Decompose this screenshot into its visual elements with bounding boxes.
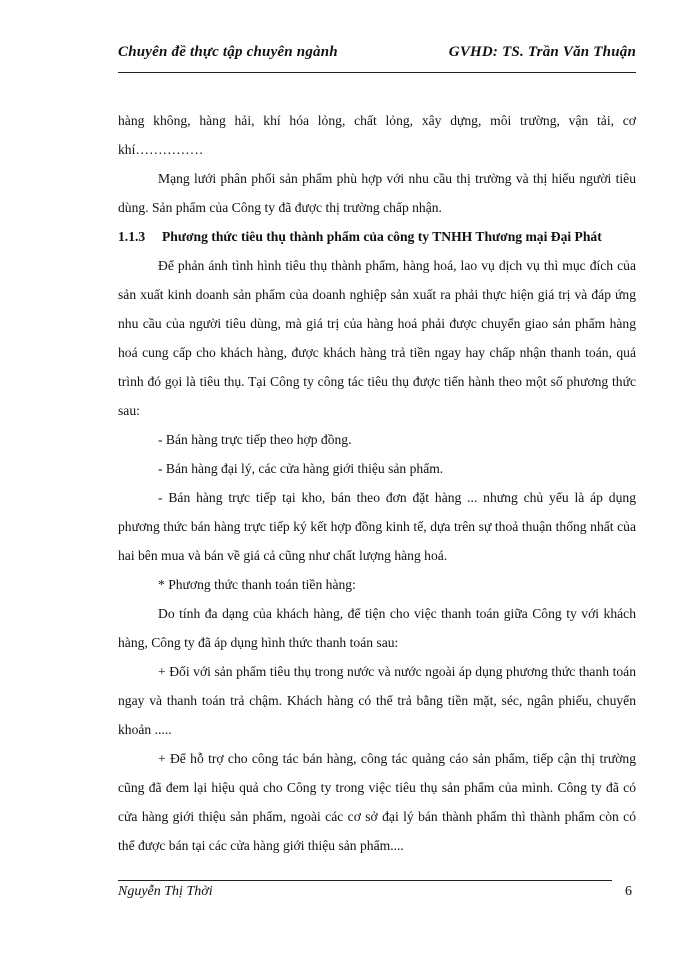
footer-author: Nguyễn Thị Thời [118, 884, 213, 899]
paragraph-7: + Để hỗ trợ cho công tác bán hàng, công tác quảng cáo sản phẩm, tiếp cận thị trường cũng đã đem lại hiệu quả cho Công ty trong việc tiêu thụ sản phẩm của mình. Công ty đã có cửa hàng giới thiệu sản phẩm, ngoài các cơ sở đại lý bán thành phẩm thì thành phẩm còn có thể được bán tại các cửa hàng giới thiệu sản phẩm.... [118, 751, 636, 853]
header-rule [118, 72, 636, 73]
page-header [118, 38, 636, 72]
footer-rule [118, 880, 612, 881]
page-number: 6 [625, 884, 632, 899]
bullet-item-3: - Bán hàng trực tiếp tại kho, bán theo đơn đặt hàng ... nhưng chủ yếu là áp dụng phương thức bán hàng trực tiếp ký kết hợp đồng kinh tế, dựa trên sự thoả thuận thống nhất của hai bên mua và bán về giá cả cũng như chất lượng hàng hoá. [118, 490, 636, 563]
section-heading [118, 222, 636, 251]
bullet-item-2: - Bán hàng đại lý, các cửa hàng giới thiệu sản phẩm. [158, 461, 444, 476]
section-number: 1.1.3 [118, 229, 146, 244]
section-title: Phương thức tiêu thụ thành phẩm của công ty TNHH Thương mại Đại Phát [162, 229, 602, 244]
paragraph-6: + Đối với sản phẩm tiêu thụ trong nước và nước ngoài áp dụng phương thức thanh toán ngay và thanh toán trả chậm. Khách hàng có thể trả bằng tiền mặt, séc, ngân phiếu, chuyển khoản ..... [118, 664, 636, 737]
paragraph-3: Để phản ánh tình hình tiêu thụ thành phẩm, hàng hoá, lao vụ dịch vụ thì mục đích của sản xuất kinh doanh sản phẩm của doanh nghiệp sản xuất ra phải thực hiện giá trị và đáp ứng nhu cầu của người tiêu dùng, mà giá trị của hàng hoá phải được chuyển giao sản phẩm hàng hoá cung cấp cho khách hàng, được khách hàng trả tiền ngay hay chấp nhận thanh toán, quá trình đó gọi là tiêu thụ. Tại Công ty công tác tiêu thụ được tiến hành theo một số phương thức sau: [118, 258, 636, 418]
bullet-item-1: - Bán hàng trực tiếp theo hợp đồng. [158, 432, 352, 447]
paragraph-4: * Phương thức thanh toán tiền hàng: [158, 577, 356, 592]
paragraph-2: Mạng lưới phân phối sản phẩm phù hợp với nhu cầu thị trường và thị hiếu người tiêu dùng. Sản phẩm của Công ty đã được thị trường chấp nhận. [118, 171, 636, 215]
header-supervisor: GVHD: TS. Trần Văn Thuận [448, 44, 636, 60]
page-body [118, 106, 636, 860]
header-document-title: Chuyên đề thực tập chuyên ngành [118, 44, 338, 60]
paragraph-1: hàng không, hàng hải, khí hóa lỏng, chất lỏng, xây dựng, môi trường, vận tải, cơ khí…………… [118, 113, 636, 157]
paragraph-5: Do tính đa dạng của khách hàng, để tiện cho việc thanh toán giữa Công ty với khách hàng, Công ty đã áp dụng hình thức thanh toán sau: [118, 606, 636, 650]
page-footer [118, 880, 636, 904]
